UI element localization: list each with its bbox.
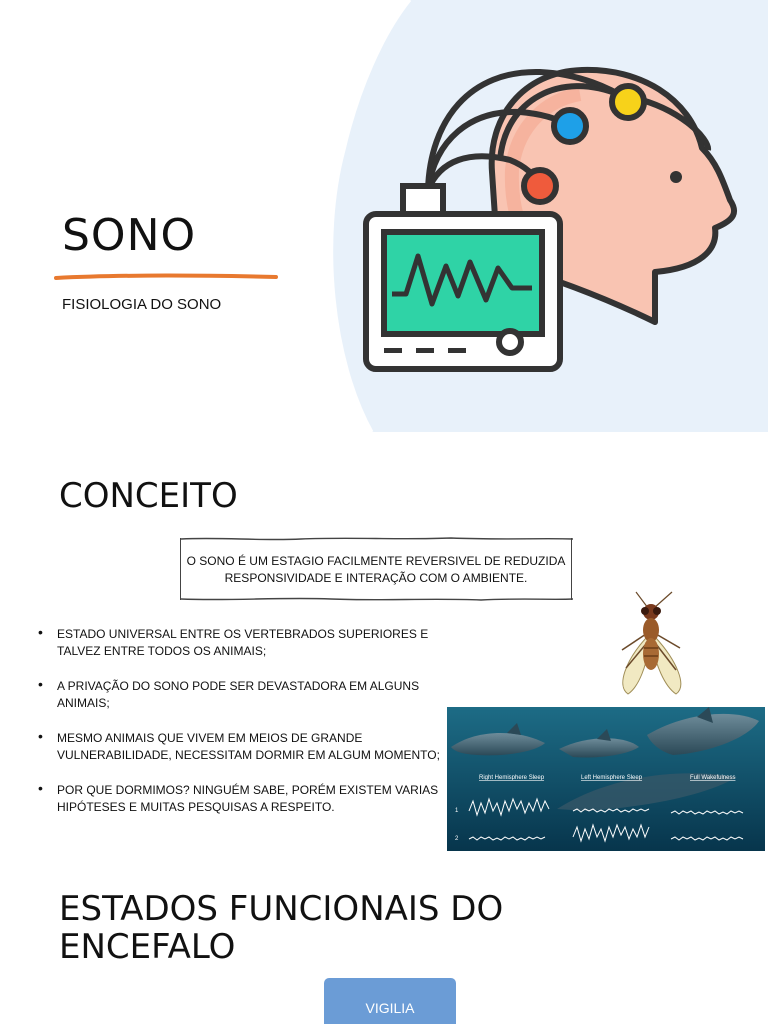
list-item: • POR QUE DORMIMOS? NINGUÉM SABE, PORÉM EXISTEM VARIAS HIPÓTESES E MUITAS PESQUISAS A RESPEITO. [38,780,439,814]
list-item: • A PRIVAÇÃO DO SONO PODE SER DEVASTADORA EM ALGUNS ANIMAIS; [38,676,420,710]
slide-title: CONCEITO [59,476,238,516]
concept-slide [0,440,768,852]
row-number: 1 [455,808,459,814]
slide-title: SONO [62,210,197,261]
figure-label: Right Hemisphere Sleep [479,775,545,781]
figure-label: Full Wakefulness [690,775,736,781]
box-bottom-edge [181,596,573,602]
eeg-head-monitor-icon [355,55,750,380]
figure-label: Left Hemisphere Sleep [581,775,643,781]
vigilia-button[interactable]: VIGILIA [324,978,456,1024]
bullet-icon: • [38,676,43,692]
slide-subtitle: FISIOLOGIA DO SONO [62,296,222,313]
list-item: • MESMO ANIMAIS QUE VIVEM EM MEIOS DE GRANDE VULNERABILIDADE, NECESSITAM DORMIR EM ALGUM MOMENTO; [38,728,440,762]
bullet-icon: • [38,728,43,744]
title-underline [54,272,278,282]
definition-text: O SONO É UM ESTAGIO FACILMENTE REVERSIVEL DE REDUZIDA RESPONSIVIDADE E INTERAÇÃO COM O AMBIENTE. [186,554,566,585]
title-slide [0,0,768,432]
bullet-icon: • [38,624,43,640]
bullet-list [38,626,458,834]
list-item: • ESTADO UNIVERSAL ENTRE OS VERTEBRADOS SUPERIORES E TALVEZ ENTRE TODOS OS ANIMAIS; [38,624,429,658]
fly-image [606,590,696,702]
dolphin-sleep-figure [447,707,765,851]
functional-states-slide [0,860,768,1024]
box-top-edge [181,536,573,542]
bullet-icon: • [38,780,43,796]
row-number: 2 [455,836,459,842]
definition-box [180,538,572,600]
slide-title: ESTADOS FUNCIONAIS DO ENCEFALO [59,889,504,967]
